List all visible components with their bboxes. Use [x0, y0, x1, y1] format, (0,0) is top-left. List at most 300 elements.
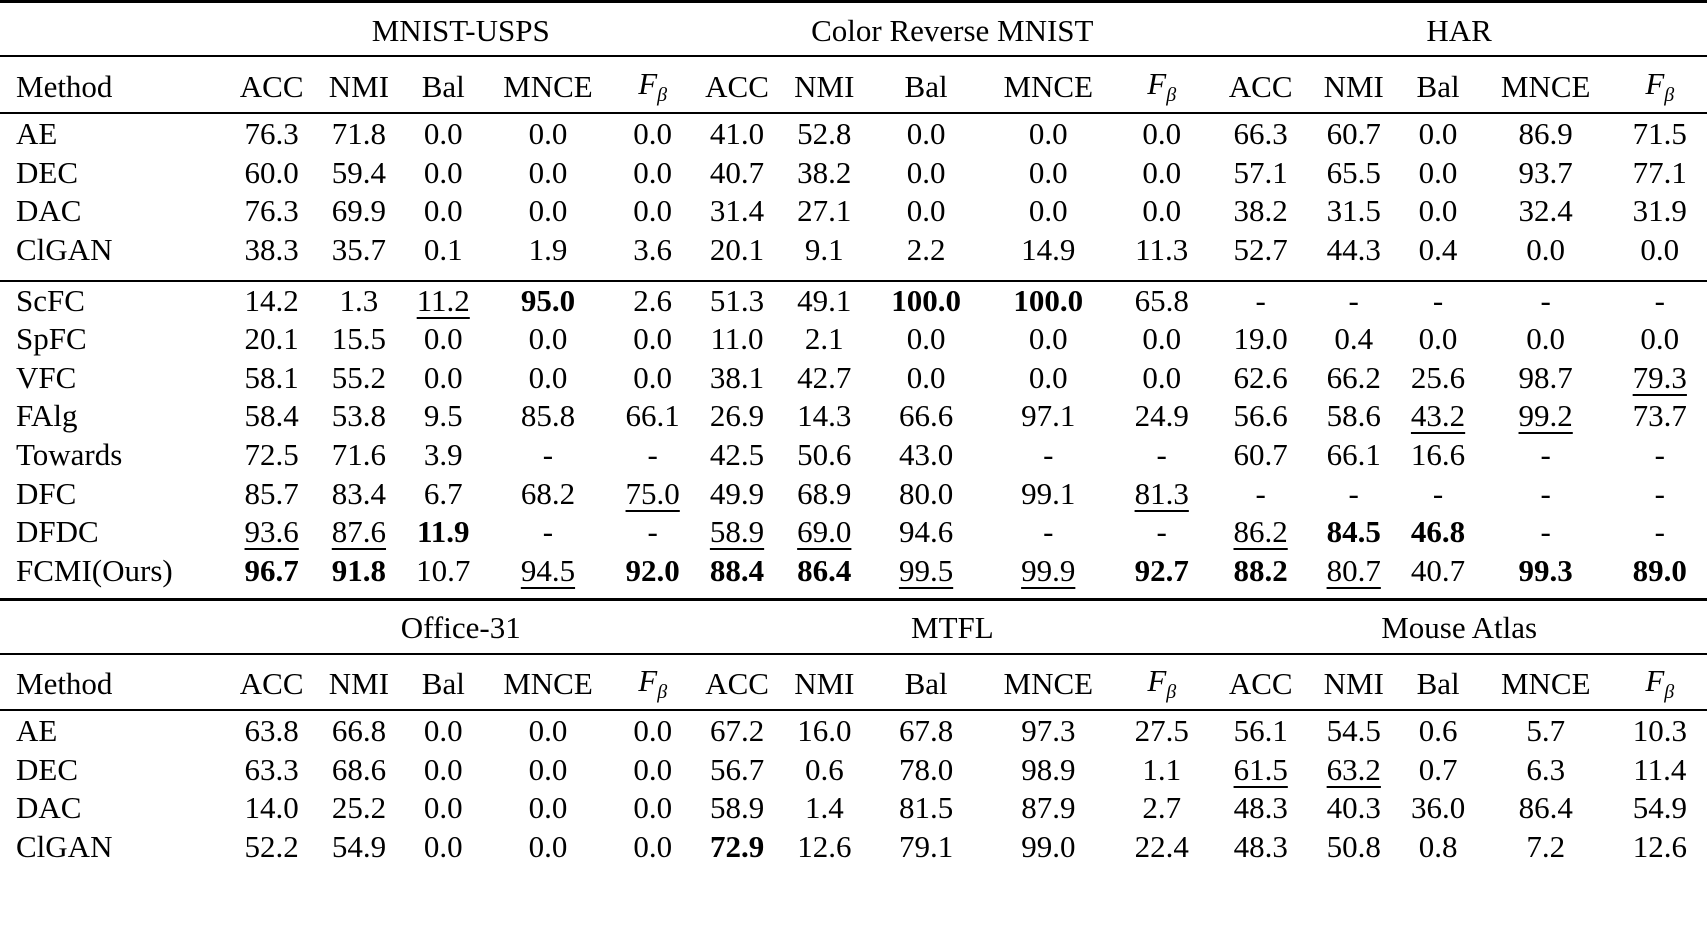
metric-cell [403, 474, 484, 513]
metric-cell [693, 436, 780, 475]
metric-value: 0.0 [528, 790, 568, 826]
results-table [0, 600, 1707, 866]
metric-cell [984, 712, 1112, 751]
metric-cell [315, 359, 402, 398]
metric-cell [693, 828, 780, 867]
metric-cell [868, 474, 984, 513]
metric-cell [1397, 474, 1478, 513]
metric-value: 16.0 [797, 713, 852, 749]
column-header: ACC [239, 665, 304, 701]
column-header: Method [16, 665, 113, 701]
metric-cell [1310, 751, 1397, 790]
metric-cell [484, 231, 612, 270]
metric-value: - [1255, 475, 1266, 511]
metric-cell [781, 828, 868, 867]
metric-cell [781, 397, 868, 436]
metric-cell [1211, 712, 1310, 751]
metric-value: 67.8 [899, 713, 954, 749]
metric-value: - [1043, 437, 1054, 473]
metric-cell [315, 436, 402, 475]
method-name: ClGAN [16, 232, 113, 268]
metric-value: 0.0 [1142, 359, 1182, 395]
metric-cell [868, 154, 984, 193]
method-name: AE [16, 116, 58, 152]
metric-value: 0.0 [1142, 116, 1182, 152]
metric-value: 56.1 [1233, 713, 1288, 749]
metric-value: 24.9 [1134, 398, 1189, 434]
metric-value: 78.0 [899, 751, 954, 787]
metric-value: 93.6 [244, 514, 299, 550]
metric-cell [403, 513, 484, 552]
metric-value: 83.4 [331, 475, 387, 511]
metric-cell [693, 115, 780, 154]
metric-value: 91.8 [331, 552, 387, 588]
metric-cell [1112, 712, 1211, 751]
metric-value: 86.2 [1233, 514, 1288, 550]
metric-value: 97.1 [1021, 398, 1076, 434]
column-header: $F_\beta$ [1645, 662, 1675, 704]
metric-value: 85.7 [244, 475, 299, 511]
metric-cell [315, 397, 402, 436]
metric-cell [1479, 320, 1613, 359]
method-name: ClGAN [16, 829, 113, 865]
metric-cell [228, 192, 315, 231]
metric-value: 0.0 [528, 359, 568, 395]
metric-cell [315, 192, 402, 231]
column-header: ACC [705, 665, 769, 701]
metric-cell [484, 397, 612, 436]
metric-value: 0.0 [633, 790, 673, 826]
metric-value: 66.2 [1326, 359, 1381, 395]
metric-cell [1479, 828, 1613, 867]
metric-value: 79.1 [899, 829, 954, 865]
metric-cell [868, 115, 984, 154]
metric-value: 19.0 [1233, 321, 1288, 357]
metric-value: 75.0 [625, 475, 680, 511]
metric-value: 0.0 [528, 154, 568, 190]
metric-cell [484, 751, 612, 790]
metric-cell [315, 231, 402, 270]
metric-value: 99.3 [1518, 552, 1573, 588]
metric-value: 50.6 [797, 437, 852, 473]
metric-cell [1112, 192, 1211, 231]
metric-value: - [1540, 475, 1551, 511]
metric-value: 81.3 [1134, 475, 1189, 511]
method-name: SpFC [16, 321, 87, 357]
metric-cell [612, 712, 693, 751]
metric-value: 87.6 [331, 514, 387, 550]
metric-cell [693, 397, 780, 436]
metric-cell [484, 115, 612, 154]
metric-value: 0.6 [804, 751, 844, 787]
metric-value: 36.0 [1411, 790, 1466, 826]
metric-value: 62.6 [1233, 359, 1288, 395]
metric-value: 0.0 [528, 829, 568, 865]
metric-cell [1397, 828, 1478, 867]
column-header: MNCE [503, 665, 593, 701]
metric-cell [1479, 513, 1613, 552]
metric-cell [1310, 513, 1397, 552]
method-name: AE [16, 713, 58, 749]
metric-value: 6.7 [423, 475, 463, 511]
method-name: ScFC [16, 282, 85, 318]
metric-cell [612, 474, 693, 513]
metric-value: 0.0 [1418, 116, 1458, 152]
metric-value: 0.0 [906, 359, 946, 395]
metric-value: 99.1 [1021, 475, 1076, 511]
metric-value: 7.2 [1526, 829, 1566, 865]
metric-value: 43.2 [1410, 398, 1466, 434]
metric-value: 80.0 [898, 475, 954, 511]
metric-value: 71.6 [331, 437, 387, 473]
metric-value: - [1432, 475, 1444, 511]
metric-value: 0.0 [423, 829, 463, 865]
metric-cell [228, 552, 315, 591]
column-header: NMI [794, 665, 855, 701]
metric-cell [612, 397, 693, 436]
column-header: ACC [1228, 665, 1293, 701]
column-header: Bal [1416, 68, 1460, 104]
metric-cell [228, 281, 315, 320]
metric-cell [984, 751, 1112, 790]
metric-cell [868, 231, 984, 270]
method-name: DFDC [16, 514, 99, 550]
metric-value: - [1043, 514, 1054, 550]
metric-cell [868, 712, 984, 751]
metric-value: 0.0 [528, 713, 568, 749]
metric-value: 0.0 [1028, 154, 1068, 190]
table-row [0, 436, 1707, 475]
column-header: $F_\beta$ [638, 65, 668, 107]
metric-value: 51.3 [709, 282, 765, 318]
dataset-header-row [0, 3, 1707, 58]
column-header: ACC [239, 68, 304, 104]
metric-value: 3.9 [423, 437, 463, 473]
metric-value: 72.5 [244, 437, 299, 473]
metric-cell [1479, 789, 1613, 828]
metric-cell [612, 115, 693, 154]
metric-value: - [1348, 282, 1359, 318]
metric-cell [984, 474, 1112, 513]
metric-value: 14.3 [797, 398, 852, 434]
metric-cell [484, 828, 612, 867]
metric-cell [403, 828, 484, 867]
metric-value: 58.9 [709, 514, 765, 550]
metric-value: - [647, 514, 658, 550]
metric-value: 43.0 [898, 437, 954, 473]
metric-cell [1397, 751, 1478, 790]
metric-value: 69.9 [331, 193, 387, 229]
column-header: ACC [1228, 68, 1293, 104]
metric-value: 66.3 [1233, 116, 1288, 152]
metric-value: 0.0 [1526, 321, 1566, 357]
dataset-header: Office-31 [400, 609, 521, 645]
metric-value: 2.2 [906, 232, 946, 268]
metric-value: 66.8 [331, 713, 387, 749]
metric-value: 1.1 [1142, 751, 1182, 787]
metric-cell [1613, 154, 1707, 193]
metric-value: 71.5 [1632, 116, 1687, 152]
metric-cell [1397, 552, 1478, 591]
metric-cell [1211, 552, 1310, 591]
metric-cell [1397, 281, 1478, 320]
metric-value: 65.8 [1134, 282, 1189, 318]
method-name: DEC [16, 154, 78, 190]
metric-value: 0.0 [906, 116, 946, 152]
metric-cell [693, 751, 780, 790]
metric-cell [693, 474, 780, 513]
table-row [0, 231, 1707, 270]
metric-cell [484, 320, 612, 359]
metric-value: 81.5 [899, 790, 954, 826]
metric-cell [1211, 231, 1310, 270]
metric-cell [1310, 712, 1397, 751]
metric-cell [781, 513, 868, 552]
metric-value: 86.9 [1518, 116, 1573, 152]
metric-cell [1310, 474, 1397, 513]
metric-cell [484, 359, 612, 398]
metric-cell [1310, 281, 1397, 320]
metric-value: 9.5 [423, 398, 463, 434]
metric-cell [1310, 828, 1397, 867]
metric-cell [1479, 231, 1613, 270]
metric-cell [868, 192, 984, 231]
metric-value: 25.6 [1410, 359, 1466, 395]
metric-cell [1479, 281, 1613, 320]
metric-value: - [1654, 514, 1665, 550]
metric-cell [1310, 231, 1397, 270]
metric-cell [612, 359, 693, 398]
dataset-header: MTFL [911, 609, 994, 645]
metric-cell [781, 115, 868, 154]
metric-cell [1211, 397, 1310, 436]
metric-cell [403, 552, 484, 591]
metric-value: 0.0 [1640, 321, 1680, 357]
metric-value: 86.4 [1518, 790, 1573, 826]
metric-cell [781, 192, 868, 231]
metric-cell [228, 115, 315, 154]
metric-cell [693, 789, 780, 828]
metric-cell [1310, 192, 1397, 231]
metric-cell [228, 231, 315, 270]
metric-value: - [1156, 514, 1167, 550]
metric-value: 0.0 [906, 193, 946, 229]
column-header: Bal [904, 68, 948, 104]
metric-value: 0.0 [1142, 321, 1182, 357]
column-header: $F_\beta$ [1147, 662, 1177, 704]
metric-value: 40.7 [709, 154, 765, 190]
metric-cell [1112, 231, 1211, 270]
metric-cell [612, 513, 693, 552]
metric-cell [403, 397, 484, 436]
method-name: DAC [16, 193, 82, 229]
metric-cell [612, 552, 693, 591]
metric-value: 0.0 [528, 751, 568, 787]
results-table-1 [0, 3, 1707, 590]
metric-cell [781, 436, 868, 475]
metric-cell [1613, 192, 1707, 231]
table-row [0, 828, 1707, 867]
metric-value: 0.0 [423, 193, 463, 229]
metric-cell [1112, 513, 1211, 552]
metric-cell [484, 192, 612, 231]
metric-value: 58.9 [709, 790, 765, 826]
metric-cell [1613, 474, 1707, 513]
metric-cell [612, 154, 693, 193]
metric-cell [868, 789, 984, 828]
metric-value: 0.0 [633, 829, 673, 865]
metric-cell [315, 712, 402, 751]
metric-cell [781, 789, 868, 828]
metric-value: 5.7 [1526, 713, 1566, 749]
metric-cell [868, 281, 984, 320]
metric-cell [612, 828, 693, 867]
metric-cell [1112, 281, 1211, 320]
metric-cell [1211, 115, 1310, 154]
metric-cell [1211, 474, 1310, 513]
metric-cell [1310, 320, 1397, 359]
metric-cell [868, 751, 984, 790]
metric-value: 31.9 [1632, 193, 1687, 229]
metric-cell [403, 192, 484, 231]
metric-value: 60.7 [1233, 437, 1288, 473]
metric-value: 58.4 [244, 398, 299, 434]
metric-cell [1211, 751, 1310, 790]
metric-value: 0.0 [528, 116, 568, 152]
metric-cell [1112, 154, 1211, 193]
metric-value: 68.9 [797, 475, 852, 511]
column-header: MNCE [1500, 665, 1591, 701]
metric-value: 0.0 [423, 790, 463, 826]
metric-value: 68.2 [520, 475, 576, 511]
metric-cell [228, 513, 315, 552]
metric-cell [693, 552, 780, 591]
metric-cell [1112, 397, 1211, 436]
column-header: $F_\beta$ [1147, 65, 1177, 107]
metric-cell [403, 712, 484, 751]
metric-value: 40.3 [1326, 790, 1381, 826]
metric-cell [1211, 789, 1310, 828]
metric-value: 0.0 [1418, 154, 1458, 190]
metric-cell [612, 789, 693, 828]
metric-cell [693, 712, 780, 751]
table-row [0, 154, 1707, 193]
metric-value: 0.0 [906, 321, 946, 357]
column-header: NMI [328, 665, 390, 701]
metric-cell [1397, 436, 1478, 475]
metric-cell [484, 789, 612, 828]
metric-value: 2.1 [804, 321, 844, 357]
metric-value: 99.9 [1021, 552, 1076, 588]
metric-cell [484, 712, 612, 751]
column-header: NMI [1323, 68, 1384, 104]
metric-value: 0.0 [633, 713, 673, 749]
metric-value: 0.0 [633, 193, 673, 229]
metric-value: 0.0 [633, 321, 673, 357]
metric-value: 71.8 [331, 116, 387, 152]
metric-value: 59.4 [331, 154, 387, 190]
metric-cell [1479, 712, 1613, 751]
table-row [0, 397, 1707, 436]
metric-value: 3.6 [633, 232, 673, 268]
metric-value: 1.4 [804, 790, 844, 826]
metric-cell [228, 712, 315, 751]
metric-value: 52.7 [1233, 232, 1288, 268]
metric-value: 88.2 [1233, 552, 1288, 588]
table-row [0, 320, 1707, 359]
column-header: NMI [794, 68, 855, 104]
metric-cell [1397, 712, 1478, 751]
column-header: NMI [328, 68, 390, 104]
metric-cell [1112, 359, 1211, 398]
dataset-header: Mouse Atlas [1381, 609, 1538, 645]
metric-value: 11.2 [416, 282, 470, 318]
metric-value: 11.0 [710, 321, 764, 357]
metric-value: 0.0 [1142, 154, 1182, 190]
table-row [0, 192, 1707, 231]
metric-cell [403, 320, 484, 359]
metric-value: 0.0 [423, 713, 463, 749]
metric-value: 2.7 [1142, 790, 1182, 826]
metric-value: 0.0 [633, 116, 673, 152]
metric-cell [1310, 115, 1397, 154]
metric-cell [315, 154, 402, 193]
metric-value: 49.1 [797, 282, 852, 318]
metric-cell [484, 474, 612, 513]
metric-cell [1112, 552, 1211, 591]
metric-value: 58.1 [244, 359, 299, 395]
metric-cell [1613, 397, 1707, 436]
metric-cell [228, 359, 315, 398]
metric-cell [484, 154, 612, 193]
metric-value: - [1654, 437, 1665, 473]
table-row [0, 281, 1707, 320]
metric-value: 49.9 [709, 475, 765, 511]
metric-value: 85.8 [520, 398, 576, 434]
metric-cell [1397, 397, 1478, 436]
column-header: MNCE [1500, 68, 1591, 104]
method-name: FCMI(Ours) [16, 552, 173, 588]
table-row [0, 712, 1707, 751]
metric-cell [403, 359, 484, 398]
metric-cell [1613, 231, 1707, 270]
results-table-2 [0, 600, 1707, 866]
metric-cell [984, 397, 1112, 436]
metric-value: 94.5 [520, 552, 576, 588]
metric-cell [1397, 231, 1478, 270]
metric-cell [984, 513, 1112, 552]
metric-cell [1310, 154, 1397, 193]
column-header: MNCE [1003, 68, 1094, 104]
metric-value: 12.6 [1632, 829, 1687, 865]
metric-value: 98.7 [1518, 359, 1573, 395]
metric-cell [1479, 115, 1613, 154]
metric-cell [484, 436, 612, 475]
metric-cell [484, 281, 612, 320]
metric-cell [1397, 154, 1478, 193]
dataset-header: Color Reverse MNIST [811, 12, 1094, 48]
metric-cell [1112, 436, 1211, 475]
metric-cell [781, 474, 868, 513]
metric-value: - [542, 437, 554, 473]
blank-header-cell [0, 600, 228, 655]
metric-cell [868, 513, 984, 552]
metric-value: 92.0 [625, 552, 680, 588]
metric-cell [228, 828, 315, 867]
metric-cell [984, 436, 1112, 475]
method-name: DFC [16, 475, 77, 511]
metric-value: - [1255, 282, 1266, 318]
